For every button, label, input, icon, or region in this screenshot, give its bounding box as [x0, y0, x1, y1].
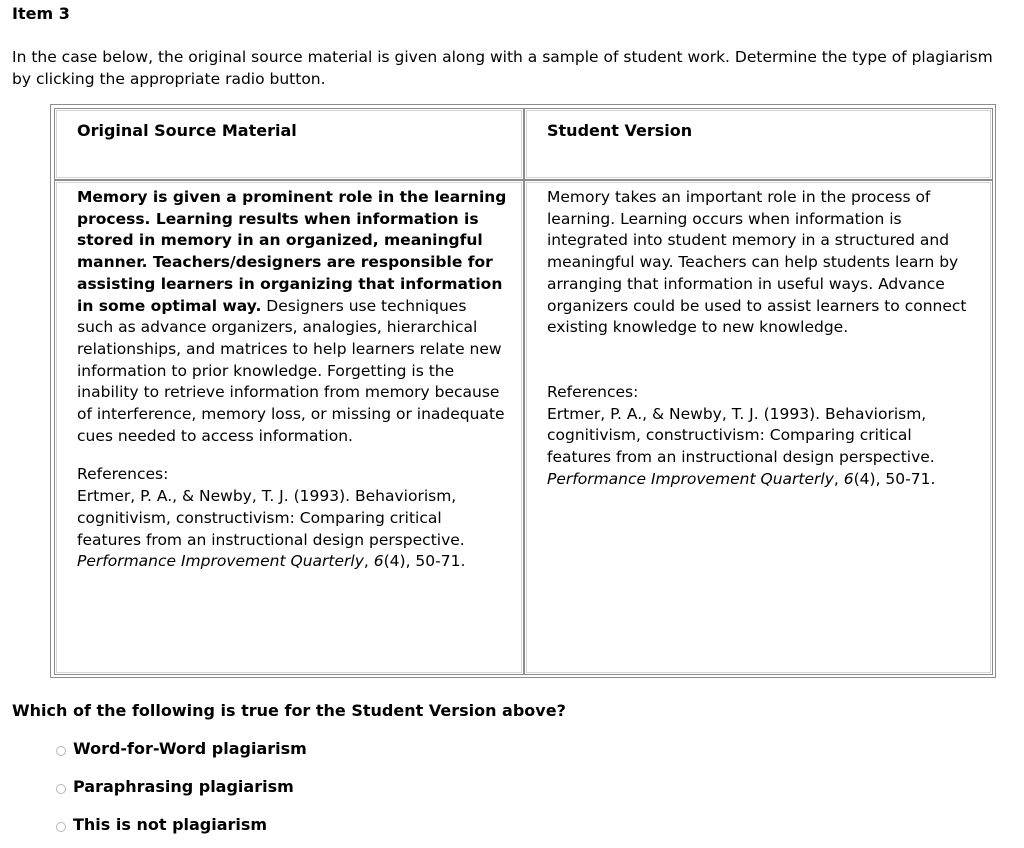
original-source-cell [54, 180, 524, 675]
original-references-label: References: [77, 465, 169, 484]
item-title: Item 3 [12, 4, 70, 23]
student-references-label: References: [547, 382, 639, 401]
original-reference-pages: (4), 50-71. [383, 552, 466, 571]
student-version-paragraph: Memory takes an important role in the process of learning. Learning occurs when information is integrated into student memory in a structured and meaningful way. Teachers can help students learn by arranging that information in useful ways. Advance organizers could be used to assist learners to connect existing knowledge to new knowledge. [547, 188, 967, 337]
option-not-plagiarism-label[interactable]: This is not plagiarism [73, 815, 268, 834]
comparison-table [50, 104, 996, 678]
instructions-text: In the case below, the original source material is given along with a sample of student work. Determine the type of plagiarism by clicking the appropriate radio button. [12, 48, 993, 88]
student-reference-journal: Performance Improvement Quarterly [547, 469, 834, 488]
original-reference-volume: 6 [373, 552, 384, 571]
original-source-paragraph [77, 187, 507, 447]
student-version-cell [524, 180, 993, 675]
original-reference-citation: Ertmer, P. A., & Newby, T. J. (1993). Behaviorism, cognitivism, constructivism: Comparing critical features from an instructional design perspective. Performance Improvement Quarterly, 6(4), 50-71. [77, 487, 466, 571]
student-header-cell [524, 108, 993, 180]
student-reference-citation: Ertmer, P. A., & Newby, T. J. (1993). Behaviorism, cognitivism, constructivism: Comparing critical features from an instructional design perspective. Performance Improvement Quarterly, 6(4), 50-71. [547, 404, 936, 488]
radio-not-plagiarism[interactable] [56, 822, 66, 832]
original-source-plain-text: Designers use techniques such as advance organizers, analogies, hierarchical relationships, and matrices to help learners relate new information to prior knowledge. Forgetting is the inability to retrieve information from memory because of interference, memory loss, or missing or inadequate cues needed to access information. [77, 296, 505, 445]
original-reference-journal: Performance Improvement Quarterly [77, 552, 364, 571]
student-version-content [547, 187, 977, 490]
radio-paraphrasing[interactable] [56, 784, 66, 794]
option-paraphrasing-label[interactable]: Paraphrasing plagiarism [73, 777, 294, 796]
option-word-for-word[interactable] [56, 739, 307, 758]
option-word-for-word-label[interactable]: Word-for-Word plagiarism [73, 739, 307, 758]
question-text: Which of the following is true for the Student Version above? [12, 701, 566, 720]
original-header-cell [54, 108, 524, 180]
option-paraphrasing[interactable] [56, 777, 294, 796]
original-source-content [77, 187, 507, 573]
student-version-header: Student Version [547, 121, 693, 140]
radio-word-for-word[interactable] [56, 746, 66, 756]
student-reference-volume: 6 [843, 469, 854, 488]
original-reference-text: Ertmer, P. A., & Newby, T. J. (1993). Behaviorism, cognitivism, constructivism: Comparing critical features from an instructional design perspective. [77, 487, 465, 549]
original-source-bold-text: Memory is given a prominent role in the learning process. Learning results when information is stored in memory in an organized, meaningful manner. Teachers/designers are responsible for assisting learners in organizing that information in some optimal way. [77, 188, 507, 315]
option-not-plagiarism[interactable] [56, 815, 267, 834]
student-reference-pages: (4), 50-71. [853, 469, 936, 488]
student-reference-text: Ertmer, P. A., & Newby, T. J. (1993). Behaviorism, cognitivism, constructivism: Comparing critical features from an instructional design perspective. [547, 404, 935, 467]
original-source-header: Original Source Material [77, 121, 297, 140]
